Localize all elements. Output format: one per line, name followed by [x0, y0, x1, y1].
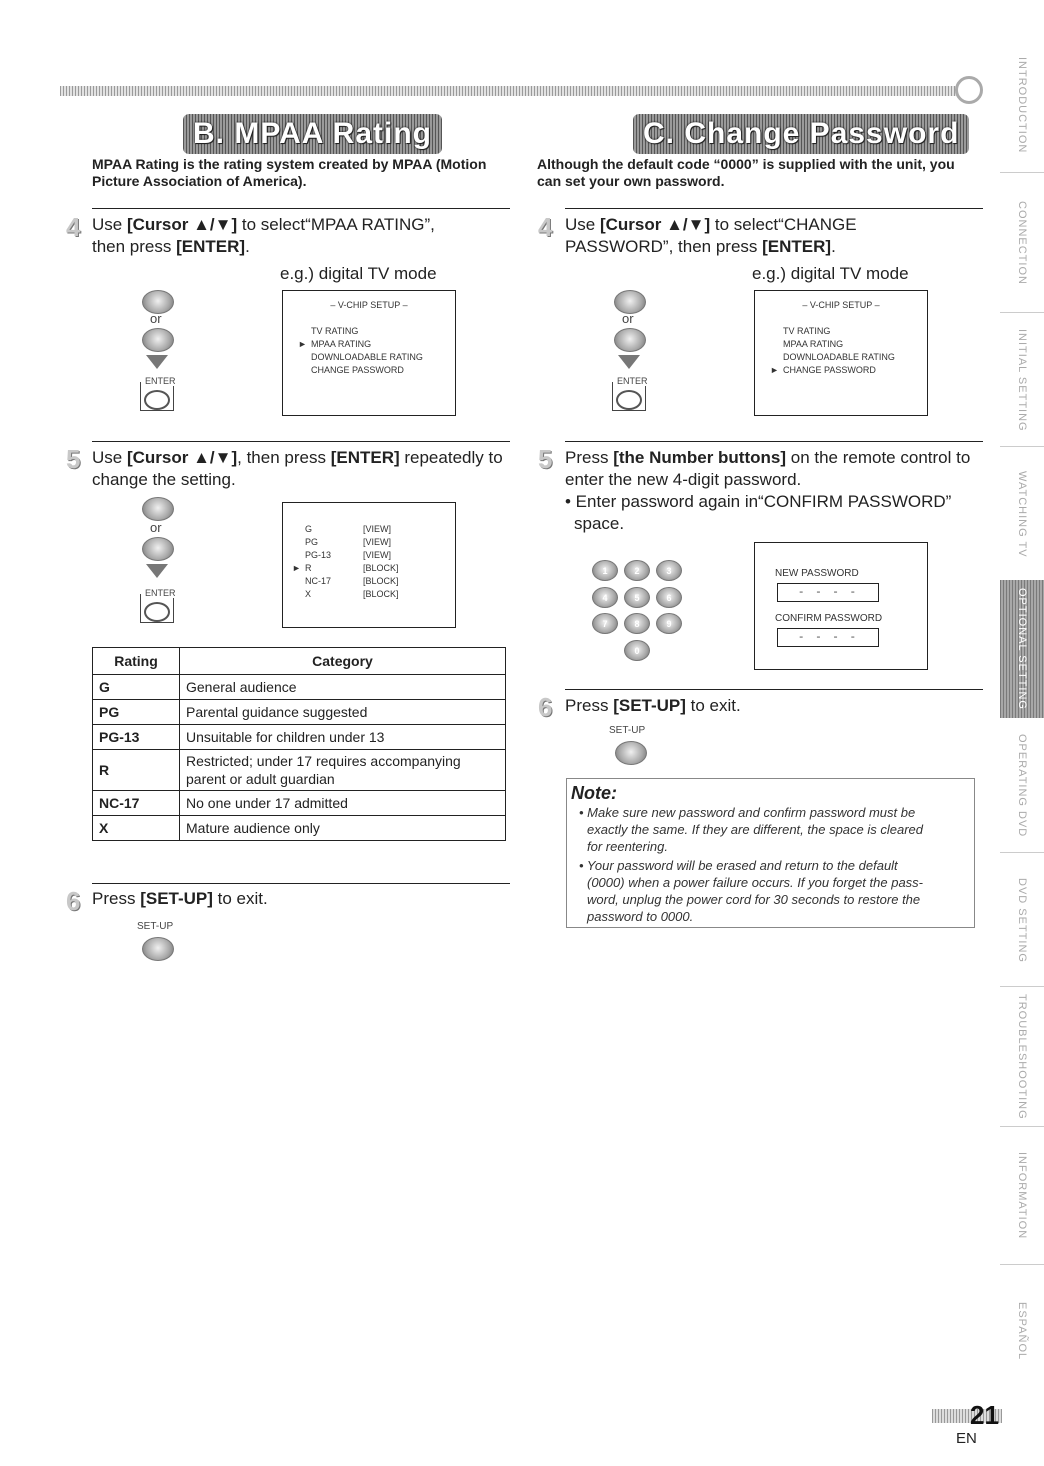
menu-item-selected: ► MPAA RATING [298, 339, 372, 349]
menu-item: MPAA RATING [783, 339, 844, 349]
category-cell: No one under 17 admitted [180, 791, 506, 816]
note-bullet: • Your password will be erased and return to the default (0000) when a power failure occurs. If you forget the pass- word, unplug the power cord for 30 seconds to restore the password to 0000. [579, 858, 924, 924]
category-cell: General audience [180, 675, 506, 700]
rating-cell: R [93, 750, 180, 791]
new-password-field: - - - - [777, 583, 879, 602]
menu-item: DOWNLOADABLE RATING [783, 352, 895, 362]
number-button-icon: 2 [624, 560, 650, 581]
sidebar-tab-espanol: ESPAÑOL [1016, 1301, 1028, 1361]
sidebar-tab-optional-setting: OPTIONAL SETTING [1000, 580, 1044, 718]
screen-title: – V-CHIP SETUP – [330, 300, 408, 310]
divider [1000, 172, 1044, 173]
setup-button-label: SET-UP [609, 725, 646, 736]
enter-ring-icon [616, 390, 642, 410]
note-bullet: • Make sure new password and confirm password must be exactly the same. If they are different, the space is cleared for reentering. [579, 805, 924, 854]
arrow-down-icon [146, 564, 168, 578]
enter-label: ENTER [145, 376, 176, 386]
tv-screen-change-password [754, 542, 928, 670]
sidebar-tab-introduction: INTRODUCTION [1016, 56, 1028, 154]
language-code: EN [956, 1430, 977, 1447]
table-row [93, 675, 506, 700]
page-number: 21 [970, 1400, 999, 1430]
divider [1000, 1264, 1044, 1265]
note-title: Note: [571, 783, 617, 803]
divider [565, 208, 983, 209]
divider [92, 883, 510, 884]
selection-arrow-icon: ► [298, 339, 307, 349]
or-label: or [150, 520, 162, 535]
note-box [566, 778, 975, 928]
enter-button-icon [612, 376, 648, 411]
enter-button-icon [140, 588, 176, 623]
example-caption: e.g.) digital TV mode [280, 264, 437, 283]
section-b-intro: MPAA Rating is the rating system created by MPAA (Motion Picture Association of America). [92, 156, 487, 189]
rating-row: PG-13 [VIEW] [305, 550, 392, 560]
column-header: Category [180, 648, 506, 675]
step5-instructions: Press [the Number buttons] on the remote control to enter the new 4-digit password. • Enter password again in“CONFIRM PASSWORD” space. [565, 448, 971, 533]
table-row [93, 700, 506, 725]
cursor-up-button-icon [142, 497, 174, 521]
confirm-password-field: - - - - [777, 628, 879, 647]
header-circle-ornament [955, 76, 983, 104]
rating-row: G [VIEW] [305, 524, 392, 534]
sidebar-tab-operating-dvd: OPERATING DVD [1016, 734, 1028, 838]
new-password-label: NEW PASSWORD [775, 568, 859, 579]
step-number: 4 [66, 212, 81, 242]
table-row [93, 750, 506, 791]
step6-instructions: Press [SET-UP] to exit. [92, 889, 268, 908]
rating-cell: PG-13 [93, 725, 180, 750]
divider [565, 689, 983, 690]
enter-button-icon [140, 376, 176, 411]
or-label: or [622, 311, 634, 326]
step5-instructions: Use [Cursor ▲/▼], then press [ENTER] repeatedly to change the setting. [92, 448, 503, 489]
rating-cell: G [93, 675, 180, 700]
category-cell: Restricted; under 17 requires accompanying parent or adult guardian [180, 750, 506, 791]
rating-category-table [92, 647, 506, 841]
rating-cell: PG [93, 700, 180, 725]
cursor-down-button-icon [142, 328, 174, 352]
tv-screen-vchip-setup [754, 290, 928, 416]
divider [565, 441, 983, 442]
number-button-icon: 8 [624, 613, 650, 634]
example-caption: e.g.) digital TV mode [752, 264, 909, 283]
number-button-icon: 0 [624, 640, 650, 661]
divider [1000, 852, 1044, 853]
divider [1000, 312, 1044, 313]
rating-cell: NC-17 [93, 791, 180, 816]
menu-item: TV RATING [783, 326, 831, 336]
number-button-icon: 6 [656, 587, 682, 608]
section-b-title: B. MPAA Rating [183, 114, 442, 154]
step4-instructions: Use [Cursor ▲/▼] to select“MPAA RATING”, then press [ENTER]. [92, 215, 435, 256]
tv-screen-vchip-setup [282, 290, 456, 416]
rating-cell: X [93, 816, 180, 841]
menu-item: DOWNLOADABLE RATING [311, 352, 423, 362]
enter-label: ENTER [145, 588, 176, 598]
step-number: 6 [66, 886, 81, 916]
table-header-row [93, 648, 506, 675]
number-button-icon: 1 [592, 560, 618, 581]
divider [1000, 446, 1044, 447]
enter-label: ENTER [617, 376, 648, 386]
cursor-down-button-icon [614, 328, 646, 352]
rating-list [292, 523, 399, 601]
selection-arrow-icon: ► [770, 365, 779, 375]
enter-ring-icon [144, 390, 170, 410]
category-cell: Mature audience only [180, 816, 506, 841]
divider [1000, 986, 1044, 987]
step-number: 5 [538, 444, 553, 474]
selection-arrow-icon: ► [292, 563, 301, 573]
menu-item: TV RATING [311, 326, 359, 336]
number-button-icon: 4 [592, 587, 618, 608]
table-row [93, 725, 506, 750]
confirm-password-label: CONFIRM PASSWORD [775, 613, 883, 624]
sidebar-tab-dvd-setting: DVD SETTING [1016, 877, 1028, 963]
menu-item: CHANGE PASSWORD [311, 365, 404, 375]
number-button-icon: 3 [656, 560, 682, 581]
divider [92, 208, 510, 209]
step-number: 6 [538, 692, 553, 722]
divider [92, 441, 510, 442]
screen-title: – V-CHIP SETUP – [802, 300, 880, 310]
category-cell: Parental guidance suggested [180, 700, 506, 725]
step-number: 4 [538, 212, 553, 242]
sidebar-tab-information: INFORMATION [1016, 1152, 1028, 1240]
header-rule [60, 86, 965, 96]
step4-instructions: Use [Cursor ▲/▼] to select“CHANGE PASSWORD”, then press [ENTER]. [565, 215, 857, 256]
divider [1000, 1126, 1044, 1127]
setup-button-label: SET-UP [137, 921, 174, 932]
category-cell: Unsuitable for children under 13 [180, 725, 506, 750]
tv-screen-mpaa-rating [282, 502, 456, 628]
rating-row: X [BLOCK] [305, 589, 399, 599]
cursor-down-button-icon [142, 537, 174, 561]
column-header: Rating [93, 648, 180, 675]
number-button-icon: 5 [624, 587, 650, 608]
rating-row: PG [VIEW] [305, 537, 392, 547]
menu-item-selected: ► CHANGE PASSWORD [770, 365, 876, 375]
step-number: 5 [66, 444, 81, 474]
sidebar-tab-connection: CONNECTION [1016, 201, 1028, 285]
number-button-icon: 7 [592, 613, 618, 634]
section-c-title: C. Change Password [633, 114, 969, 154]
setup-button-icon [142, 937, 174, 961]
sidebar-tab-initial-setting: INITIAL SETTING [1016, 328, 1028, 432]
section-c-intro: Although the default code “0000” is supplied with the unit, you can set your own password. [537, 156, 955, 189]
sidebar-tab-watching-tv: WATCHING TV [1016, 470, 1028, 558]
rating-row-selected: ► R [BLOCK] [292, 563, 399, 573]
number-button-icon: 9 [656, 613, 682, 634]
enter-ring-icon [144, 602, 170, 622]
arrow-down-icon [618, 355, 640, 369]
rating-row: NC-17 [BLOCK] [305, 576, 399, 586]
arrow-down-icon [146, 355, 168, 369]
sidebar-tab-troubleshooting: TROUBLESHOOTING [1016, 994, 1028, 1120]
or-label: or [150, 311, 162, 326]
setup-button-icon [615, 741, 647, 765]
table-row [93, 816, 506, 841]
step6-instructions: Press [SET-UP] to exit. [565, 696, 741, 715]
table-row [93, 791, 506, 816]
